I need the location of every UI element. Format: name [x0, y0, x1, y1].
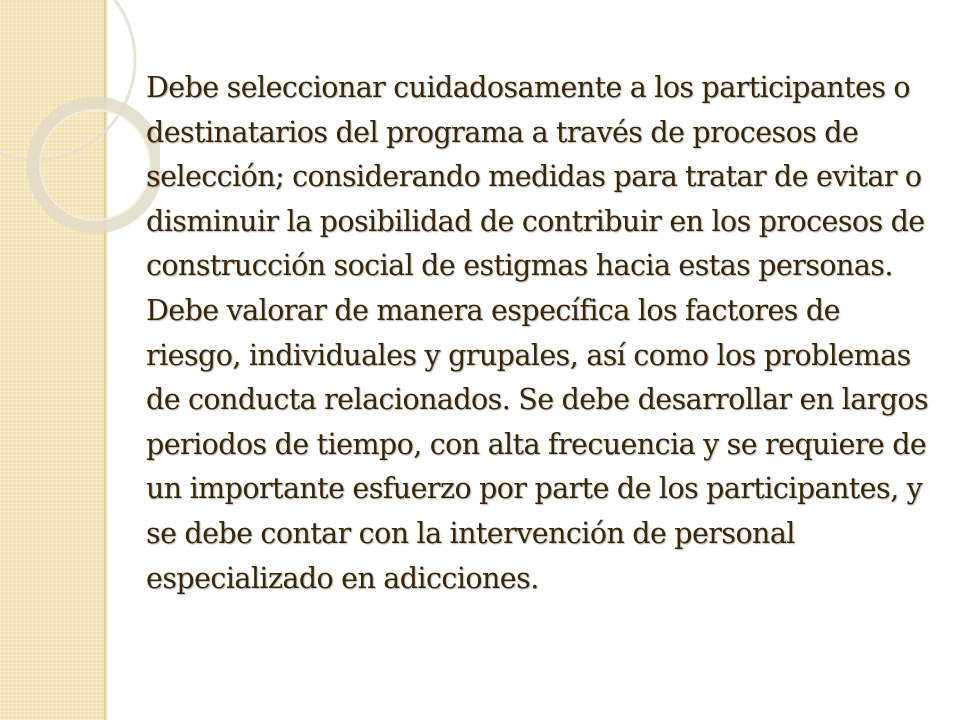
body-paragraph: Debe seleccionar cuidadosamente a los participantes o destinatarios del programa a través de procesos de selección; considerando medidas para tratar de evitar o disminuir la posibilidad de contribuir en los procesos de construcción social de estigmas hacia estas personas. Debe valorar de manera específica los factores de riesgo, individuales y grupales, así como los problemas de conducta relacionados. Se debe desarrollar en largos periodos de tiempo, con alta frecuencia y se requiere de un importante esfuerzo por parte de los participantes, y se debe contar con la intervención de personal especializado en adicciones. — [146, 71, 929, 595]
decorative-rings — [0, 0, 160, 260]
ring-large — [0, 0, 135, 160]
ring-medium — [33, 103, 157, 227]
ring-medium-inner — [40, 110, 150, 220]
